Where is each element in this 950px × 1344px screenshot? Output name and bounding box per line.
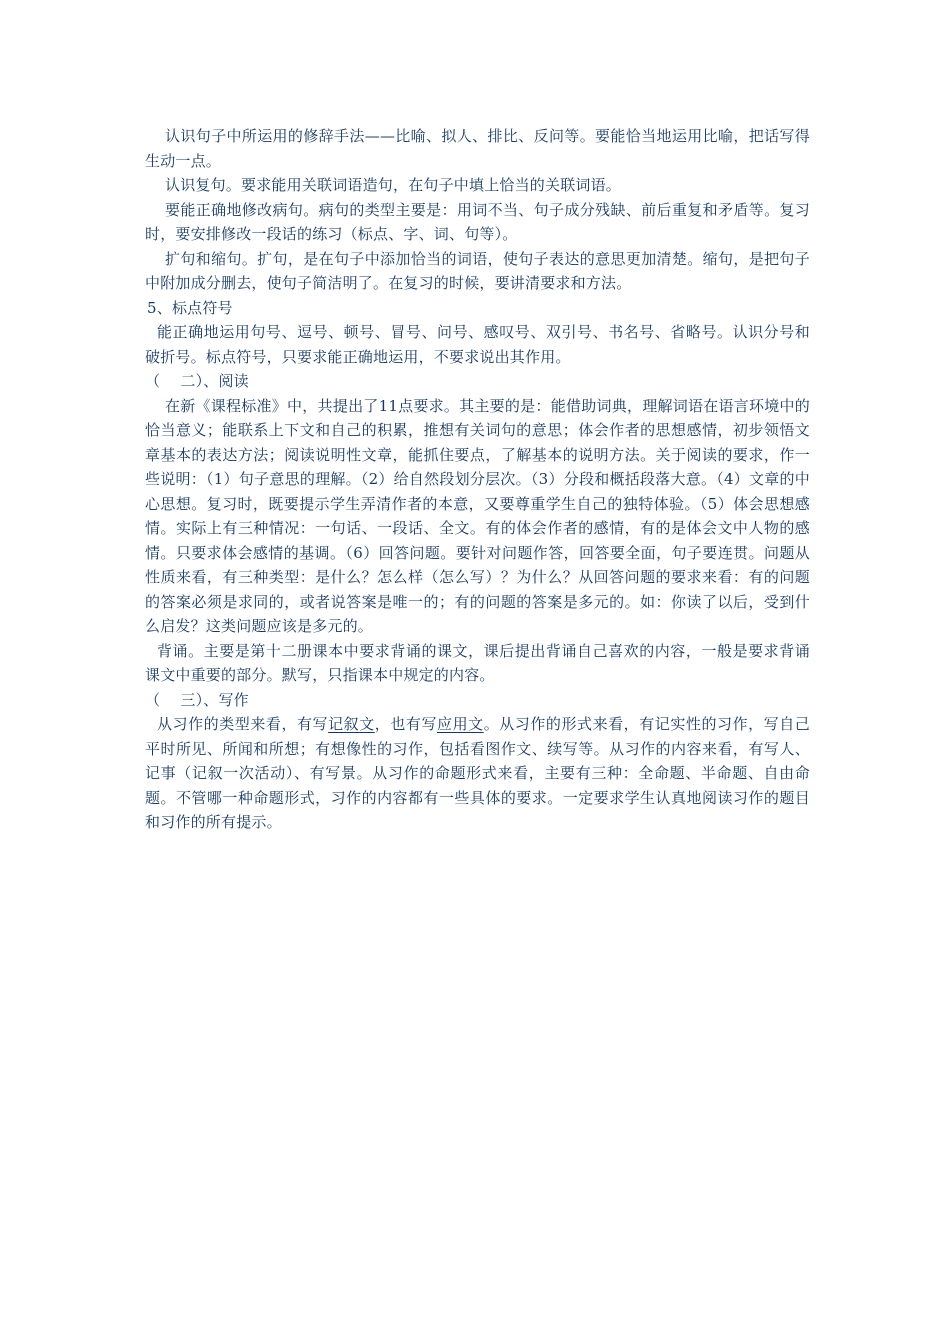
heading-reading: （ 二）、阅读 [145, 372, 249, 390]
document-body [145, 124, 810, 835]
link-practical-writing[interactable]: 应用文 [437, 715, 484, 733]
paragraph-sentence-correction: 要能正确地修改病句。病句的类型主要是：用词不当、句子成分残缺、前后重复和矛盾等。复习时，要安排修改一段话的练习（标点、字、词、句等）。 [145, 200, 810, 243]
paragraph-recitation: 背诵。主要是第十二册课本中要求背诵的课文，课后提出背诵自己喜欢的内容，一般是要求背诵课文中重要的部分。默写，只指课本中规定的内容。 [145, 641, 810, 684]
paragraph-reading: 在新《课程标准》中，共提出了11点要求。其主要的是：能借助词典，理解词语在语言环境中的恰当意义；能联系上下文和自己的积累，推想有关词句的意思；体会作者的思想感情，初步领悟文章基本的表达方法；阅读说明性文章，能抓住要点，了解基本的说明方法。关于阅读的要求，作一些说明：（1）句子意思的理解。（2）给自然段划分层次。（3）分段和概括段落大意。（4）文章的中心思想。复习时，既要提示学生弄清作者的本意，又要尊重学生自己的独特体验。（5）体会思想感情。实际上有三种情况：一句话、一段话、全文。有的体会作者的感情，有的是体会文中人物的感情。只要求体会感情的基调。（6）回答问题。要针对问题作答，回答要全面，句子要连贯。问题从性质来看，有三种类型：是什么？怎么样（怎么写）？为什么？从回答问题的要求来看：有的问题的答案必须是求同的，或者说答案是唯一的；有的问题的答案是多元的。如：你读了以后，受到什么启发？这类问题应该是多元的。 [145, 396, 810, 635]
paragraph-punctuation: 能正确地运用句号、逗号、顿号、冒号、问号、感叹号、双引号、书名号、省略号。认识分号和破折号。标点符号，只要求能正确地运用，不要求说出其作用。 [145, 323, 810, 366]
paragraph-writing [145, 712, 810, 835]
writing-text-a: 从习作的类型来看，有写 [157, 715, 329, 733]
paragraph-expand-shrink: 扩句和缩句。扩句，是在句子中添加恰当的词语，使句子表达的意思更加清楚。缩句，是把句子中附加成分删去，使句子简洁明了。在复习的时候，要讲清要求和方法。 [145, 249, 810, 292]
paragraph-rhetoric: 认识句子中所运用的修辞手法——比喻、拟人、排比、反问等。要能恰当地运用比喻，把话写得生动一点。 [145, 127, 810, 170]
paragraph-complex-sentence: 认识复句。要求能用关联词语造句，在句子中填上恰当的关联词语。 [165, 176, 622, 194]
writing-text-c: 。从习作的形式来看，有记实性的习作，写自己平时所见、所闻和所想；有想像性的习作，包括看图作文、续写等。从习作的内容来看，有写人、记事（记叙一次活动）、有写景。从习作的命题形式来看，主要有三种：全命题、半命题、自由命题。不管哪一种命题形式，习作的内容都有一些具体的要求。一定要求学生认真地阅读习作的题目和习作的所有提示。 [145, 715, 810, 831]
writing-text-b: ，也有写 [374, 715, 438, 733]
heading-writing: （ 三）、写作 [145, 690, 249, 709]
link-narrative-essay[interactable]: 记叙文 [328, 715, 375, 733]
heading-punctuation: 5、标点符号 [147, 298, 233, 317]
